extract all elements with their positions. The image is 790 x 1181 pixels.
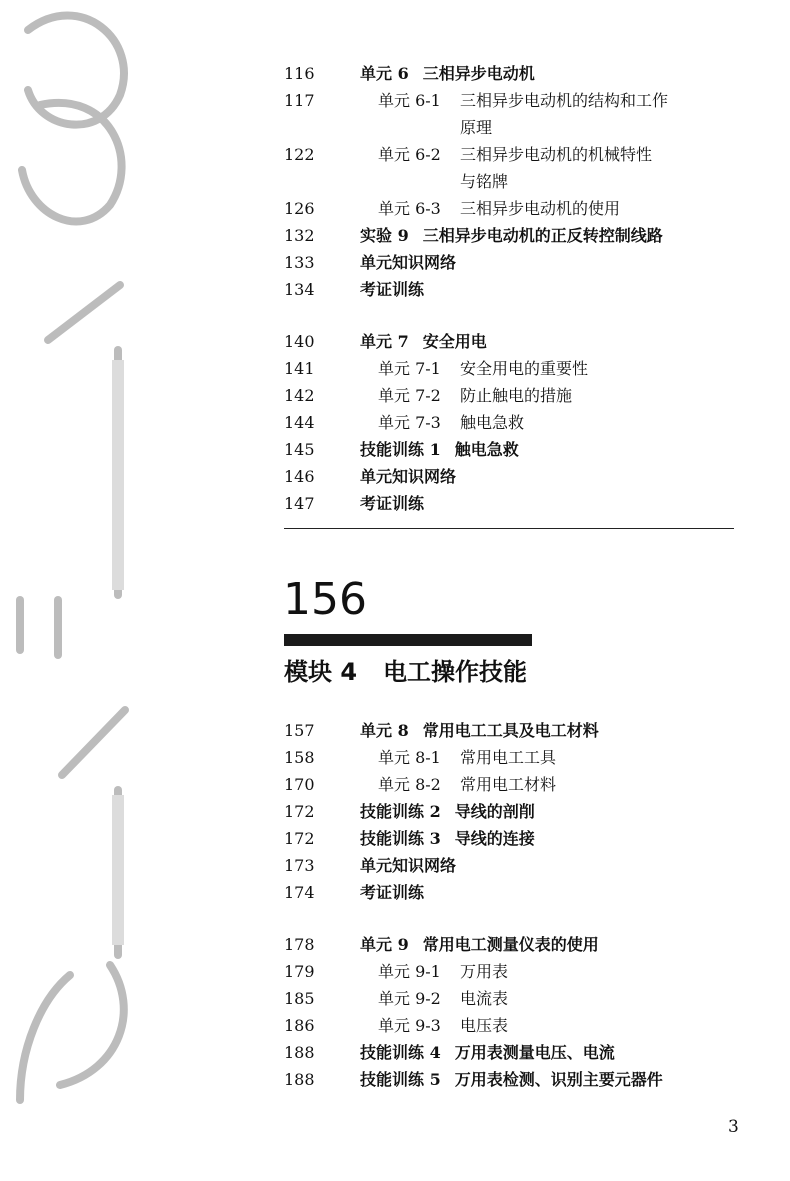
- toc-entry: [0, 60, 790, 87]
- toc-entry-text: [360, 328, 487, 355]
- toc-entry-title: 常用电工材料: [460, 775, 557, 794]
- toc-entry-text: [360, 60, 535, 87]
- toc-entry-title: 三相异步电动机的机械特性: [460, 145, 653, 164]
- toc-entry-title: 万用表: [460, 962, 509, 981]
- module-title: [284, 652, 527, 692]
- toc-entry: [0, 744, 790, 771]
- toc-entry-code: 单元 8-1: [378, 748, 441, 767]
- toc-entry-code: 单元 9-1: [378, 962, 441, 981]
- toc-entry: [0, 852, 790, 879]
- page-number: 3: [728, 1117, 739, 1137]
- toc-page-number: 172: [284, 802, 315, 821]
- toc-entry-title: 考证训练: [360, 883, 425, 902]
- toc-page-number: 179: [284, 962, 315, 981]
- toc-page-number: 178: [284, 935, 315, 954]
- toc-entry: [0, 1012, 790, 1039]
- toc-entry-code: 单元 6-2: [378, 145, 441, 164]
- toc-entry: [0, 141, 790, 168]
- module-heading-bar: [284, 634, 532, 646]
- toc-entry-code: 技能训练 4: [360, 1043, 441, 1062]
- toc-entry: [0, 879, 790, 906]
- toc-page-number: 134: [284, 280, 315, 299]
- toc-page-number: 147: [284, 494, 315, 513]
- toc-entry: [0, 985, 790, 1012]
- toc-entry-title: 考证训练: [360, 280, 425, 299]
- toc-entry: [0, 463, 790, 490]
- toc-entry-text: [360, 931, 599, 958]
- toc-entry-text: [360, 436, 519, 463]
- module-page-number: 156: [283, 574, 367, 625]
- toc-page-number: 146: [284, 467, 315, 486]
- toc-entry-text: [360, 1039, 615, 1066]
- toc-entry: [0, 355, 790, 382]
- toc-entry-code: 实验 9: [360, 226, 409, 245]
- toc-page-number: 188: [284, 1070, 315, 1089]
- toc-entry-title: 常用电工工具: [460, 748, 557, 767]
- toc-entry: [0, 328, 790, 355]
- toc-page-number: 141: [284, 359, 315, 378]
- section-divider-rule: [284, 528, 734, 529]
- toc-entry-title: 导线的连接: [454, 829, 535, 848]
- toc-entry-title: 安全用电的重要性: [460, 359, 589, 378]
- toc-page-number: 157: [284, 721, 315, 740]
- toc-page-number: 145: [284, 440, 315, 459]
- toc-entry: [0, 222, 790, 249]
- toc-page-number: 170: [284, 775, 315, 794]
- toc-entry-title: 常用电工测量仪表的使用: [422, 935, 599, 954]
- toc-page-number: 132: [284, 226, 315, 245]
- toc-entry-text: [378, 958, 508, 985]
- toc-entry: [0, 1066, 790, 1093]
- toc-page-number: 188: [284, 1043, 315, 1062]
- toc-entry-title: 电流表: [460, 989, 509, 1008]
- toc-entry-title: 触电急救: [454, 440, 519, 459]
- toc-entry-text: [378, 382, 572, 409]
- toc-entry: [0, 958, 790, 985]
- toc-page-number: 173: [284, 856, 315, 875]
- toc-entry-code: 单元 9: [360, 935, 409, 954]
- toc-entry-title: 常用电工工具及电工材料: [422, 721, 599, 740]
- toc-entry: [0, 382, 790, 409]
- toc-entry-text: [360, 825, 535, 852]
- toc-entry-text: [378, 744, 556, 771]
- toc-page-number: 144: [284, 413, 315, 432]
- toc-entry-code: 单元 8: [360, 721, 409, 740]
- toc-entry: [0, 249, 790, 276]
- toc-entry-text: [378, 141, 652, 168]
- toc-entry-text: [360, 1066, 663, 1093]
- toc-entry-title: 万用表检测、识别主要元器件: [454, 1070, 663, 1089]
- toc-entry: [0, 87, 790, 114]
- toc-entry: [0, 931, 790, 958]
- toc-entry-code: 单元 9-3: [378, 1016, 441, 1035]
- toc-entry-title: 电压表: [460, 1016, 509, 1035]
- toc-entry-code: 单元 6: [360, 64, 409, 83]
- toc-entry-title: 三相异步电动机的结构和工作: [460, 91, 669, 110]
- toc-entry-title-continued: 与铭牌: [460, 172, 509, 191]
- toc-entry: [0, 195, 790, 222]
- toc-entry-code: 单元 7: [360, 332, 409, 351]
- toc-entry-title: 安全用电: [422, 332, 487, 351]
- toc-entry-code: 单元 7-3: [378, 413, 441, 432]
- toc-entry-title: 三相异步电动机的使用: [460, 199, 621, 218]
- toc-entry-text: [378, 355, 588, 382]
- toc-entry-text: [378, 985, 508, 1012]
- toc-entry-text: [378, 1012, 508, 1039]
- toc-entry-text: [360, 490, 424, 517]
- toc-entry-text: [378, 771, 556, 798]
- toc-entry-text: [360, 852, 456, 879]
- toc-entry-code: 单元 8-2: [378, 775, 441, 794]
- toc-entry-code: 技能训练 3: [360, 829, 441, 848]
- toc-page-number: 133: [284, 253, 315, 272]
- toc-entry-text: [360, 222, 663, 249]
- toc-entry-text: [360, 717, 599, 744]
- toc-entry-code: 单元 7-1: [378, 359, 441, 378]
- toc-entry-title: 单元知识网络: [360, 253, 457, 272]
- toc-entry-title: 防止触电的措施: [460, 386, 573, 405]
- toc-page-number: 122: [284, 145, 315, 164]
- toc-entry: [0, 717, 790, 744]
- toc-entry: [0, 409, 790, 436]
- toc-entry-text: [378, 409, 524, 436]
- toc-entry-code: 单元 6-3: [378, 199, 441, 218]
- toc-page-number: 126: [284, 199, 315, 218]
- toc-entry-code: 单元 7-2: [378, 386, 441, 405]
- toc-page-number: 158: [284, 748, 315, 767]
- toc-entry-text: [378, 87, 668, 114]
- module-code: 模块 4: [284, 658, 358, 686]
- toc-entry-text: [378, 195, 620, 222]
- toc-entry-title: 导线的剖削: [454, 802, 535, 821]
- toc-entry-text: [360, 798, 535, 825]
- toc-entry-continuation: [0, 168, 790, 195]
- toc-entry-title-continued: 原理: [460, 118, 493, 137]
- toc-entry-title: 触电急救: [460, 413, 525, 432]
- toc-entry: [0, 771, 790, 798]
- toc-entry: [0, 276, 790, 303]
- toc-page-number: 174: [284, 883, 315, 902]
- toc-entry-continuation: [0, 114, 790, 141]
- toc-entry-title: 单元知识网络: [360, 467, 457, 486]
- toc-entry-title: 三相异步电动机: [422, 64, 535, 83]
- toc-entry-code: 技能训练 1: [360, 440, 441, 459]
- toc-entry-text: [360, 463, 456, 490]
- toc-entry: [0, 436, 790, 463]
- toc-entry-code: 技能训练 2: [360, 802, 441, 821]
- toc-entry-title: 万用表测量电压、电流: [454, 1043, 615, 1062]
- toc-entry: [0, 490, 790, 517]
- toc-entry-code: 单元 6-1: [378, 91, 441, 110]
- toc-page-number: 172: [284, 829, 315, 848]
- toc-entry: [0, 825, 790, 852]
- toc-page-number: 185: [284, 989, 315, 1008]
- toc-entry-title: 三相异步电动机的正反转控制线路: [422, 226, 663, 245]
- toc-page-number: 140: [284, 332, 315, 351]
- toc-entry-title: 考证训练: [360, 494, 425, 513]
- toc-entry: [0, 1039, 790, 1066]
- toc-entry-text: [360, 879, 424, 906]
- toc-page-number: 186: [284, 1016, 315, 1035]
- toc-entry: [0, 798, 790, 825]
- toc-page-number: 117: [284, 91, 315, 110]
- toc-page-number: 142: [284, 386, 315, 405]
- module-name: 电工操作技能: [383, 658, 528, 686]
- toc-page-number: 116: [284, 64, 315, 83]
- toc-entry-text: [360, 249, 456, 276]
- toc-entry-code: 单元 9-2: [378, 989, 441, 1008]
- toc-entry-title: 单元知识网络: [360, 856, 457, 875]
- toc-entry-code: 技能训练 5: [360, 1070, 441, 1089]
- toc-entry-text: [360, 276, 424, 303]
